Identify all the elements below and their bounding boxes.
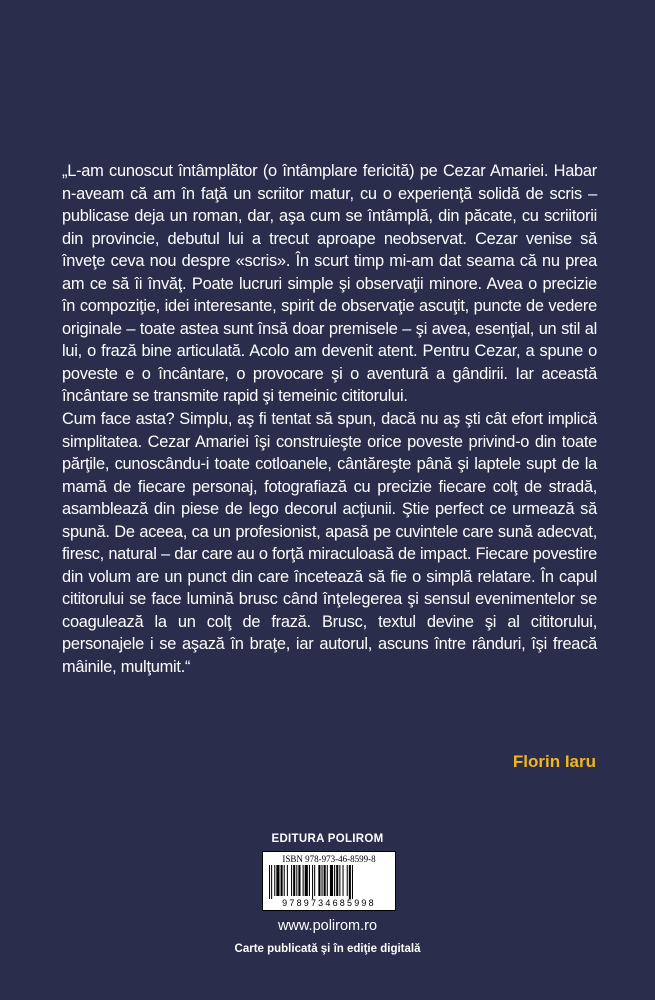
barcode-bar — [318, 865, 320, 896]
barcode-bar — [271, 865, 272, 899]
barcode-digits: 9789734685998 — [282, 898, 376, 908]
blurb-paragraph-2: Cum face asta? Simplu, aş fi tentat să spun, dacă nu aş şti cât efort implică simplitatea. Cezar Amariei îşi construieşte orice poveste privind-o din toate părţile, cunoscându-i toate cotloanele, cântăreşte până şi laptele supt de la mamă de fiecare personaj, fotografiază cu precizie fiecare colţ de stradă, asamblează din piese de lego decorul acţiunii. Ştie perfect ce urmează să spună. De aceea, ca un profesionist, apasă pe cuvintele care sună adecvat, firesc, natural – dar care au o forţă miraculoasă de impact. Fiecare povestire din volum are un punct din care încetează să fie o simplă relatare. În capul cititorului se face lumină brusc când înţelegerea şi sensul evenimentelor se coagulează la un colţ de frază. Brusc, textul devine şi al cititorului, personajele i se aşază în braţe, iar autorul, ascuns între rânduri, îşi freacă mâinile, mulţumit.“ — [62, 410, 597, 677]
barcode-bar — [336, 865, 338, 896]
barcode-bar — [352, 865, 353, 899]
barcode-bar — [274, 865, 275, 896]
blurb-paragraph-1: „L-am cunoscut întâmplător (o întâmplare fericită) pe Cezar Amariei. Habar n-aveam că am în faţă un scriitor matur, cu o experienţă solidă de scris – publicase deja un roman, dar, aşa cum se întâmplă, din păcate, cu scriitorii din provincie, debutul lui a trecut aproape neobservat. Cezar venise să înveţe ceva nou despre «scris». În scurt timp mi-am dat seama că nu prea am ce să îi învăţ. Poate lucruri simple şi observaţii minore. Avea o precizie în compoziţie, idei interesante, spirit de observaţie ascuţit, puncte de vedere originale – toate astea sunt însă doar premisele – şi avea, esenţial, un stil al lui, o frază bine articulată. Acolo am devenit atent. Pentru Cezar, a spune o poveste e o încântare, o provocare şi o aventură a gândirii. Iar această încântare se transmite rapid şi temeinic cititorului. — [62, 162, 597, 406]
barcode-bar — [303, 865, 304, 896]
blurb-text — [62, 160, 597, 679]
barcode-bar — [305, 865, 308, 896]
barcode-bar — [343, 865, 344, 896]
publisher-name: EDITURA POLIROM — [271, 833, 384, 845]
barcode-bar — [291, 865, 292, 896]
isbn-barcode — [262, 851, 396, 911]
barcode-bar — [309, 865, 310, 896]
barcode-bar — [296, 865, 297, 896]
barcode-bar — [334, 865, 335, 896]
barcode-bar — [330, 865, 333, 896]
barcode-bar — [269, 865, 270, 899]
barcode-bar — [322, 865, 323, 896]
barcode-bar — [298, 865, 300, 896]
publisher-website: www.polirom.ro — [277, 918, 378, 934]
barcode-bar — [293, 865, 295, 896]
barcode-bar — [347, 865, 348, 896]
barcode-bar — [324, 865, 326, 896]
barcode-bar — [284, 865, 285, 896]
barcode-bar — [312, 865, 313, 899]
barcode-bar — [287, 865, 288, 896]
barcode-bar — [327, 865, 328, 896]
blurb-author: Florin Iaru — [512, 752, 596, 771]
barcode-bar — [339, 865, 340, 896]
isbn-number: ISBN 978-973-46-8599-8 — [282, 854, 376, 864]
barcode-bar — [276, 865, 279, 896]
barcode-bar — [281, 865, 283, 896]
barcode-bar — [349, 865, 351, 899]
barcode-bars-icon — [269, 865, 389, 899]
barcode-bar — [314, 865, 315, 896]
digital-edition-note: Carte publicată şi în ediţie digitală — [234, 943, 421, 955]
